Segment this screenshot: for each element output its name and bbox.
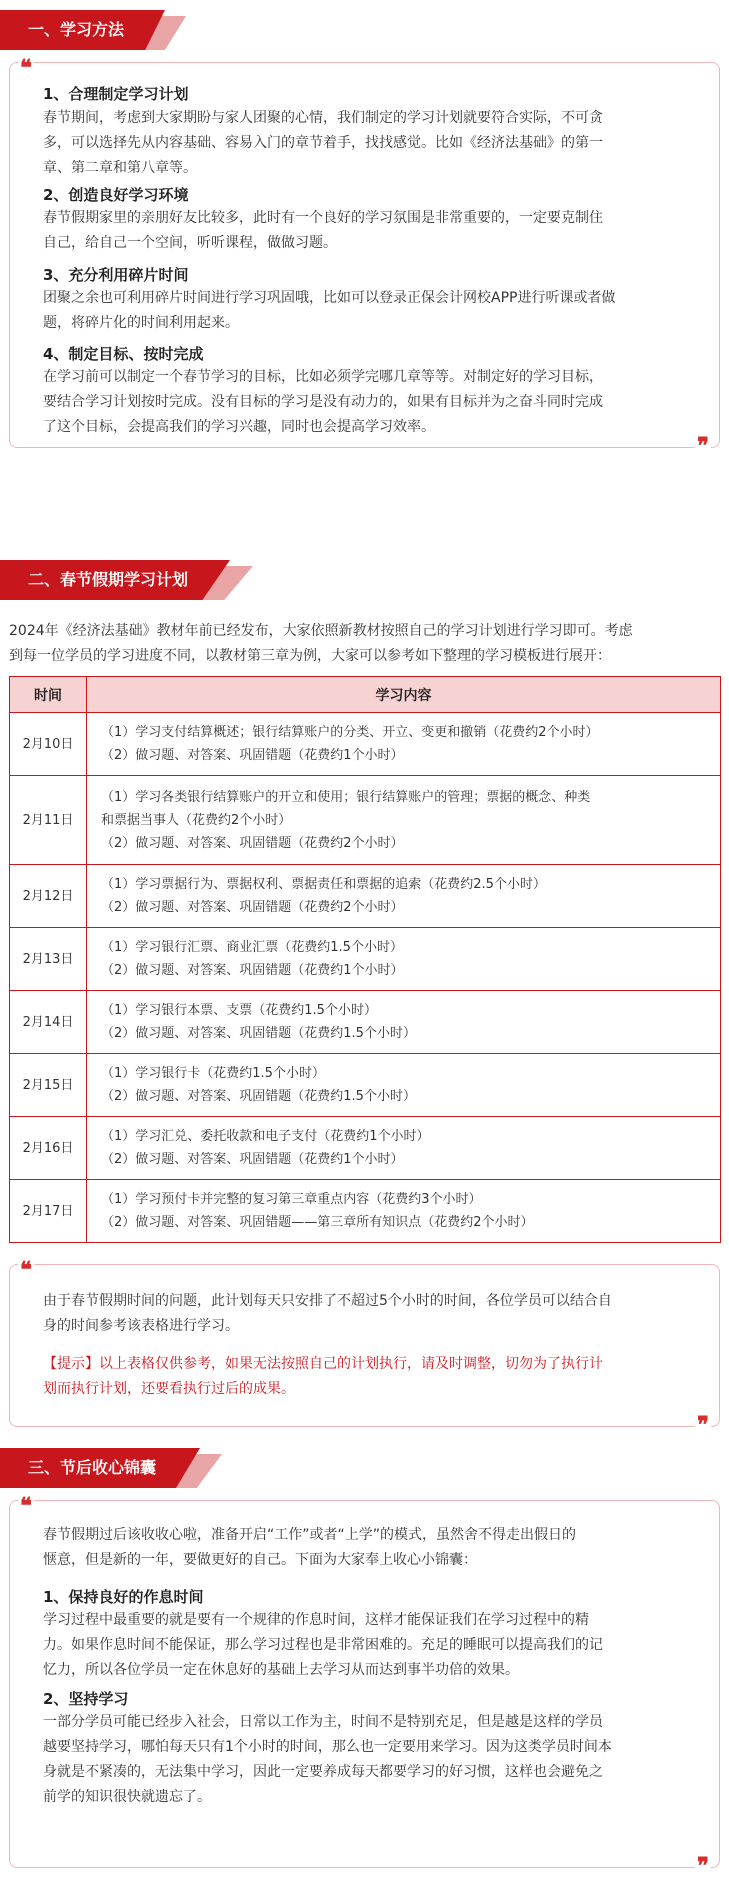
- table-cell-content: （1）学习银行汇票、商业汇票（花费约1.5个小时） （2）做习题、对答案、巩固错题（花费约1个小时）: [87, 928, 721, 991]
- section1-paragraph-2: 春节假期家里的亲朋好友比较多，此时有一个良好的学习氛围是非常重要的，一定要克制住 自己，给自己一个空间，听听课程，做做习题。: [43, 210, 603, 251]
- table-cell-content: （1）学习银行本票、支票（花费约1.5个小时） （2）做习题、对答案、巩固错题（花费约1.5个小时）: [87, 991, 721, 1054]
- section3-paragraph-1: 学习过程中最重要的就是要有一个规律的作息时间，这样才能保证我们在学习过程中的精 力。如果作息时间不能保证，那么学习过程也是非常困难的。充足的睡眠可以提高我们的记 忆力，所以各位学员一定在休息好的基础上去学习从而达到事半功倍的效果。: [43, 1612, 603, 1678]
- table-row: [10, 776, 721, 865]
- table-row: [10, 865, 721, 928]
- table-cell-date: 2月15日: [10, 1054, 87, 1117]
- section1-box: [9, 55, 720, 459]
- quote-open-icon: ❝: [20, 1493, 32, 1519]
- table-cell-content: （1）学习预付卡并完整的复习第三章重点内容（花费约3个小时） （2）做习题、对答案、巩固错题——第三章所有知识点（花费约2个小时）: [87, 1180, 721, 1243]
- quote-close-icon: ❞: [697, 1412, 709, 1438]
- table-row: [10, 1054, 721, 1117]
- table-cell-content: （1）学习银行卡（花费约1.5个小时） （2）做习题、对答案、巩固错题（花费约1.5个小时）: [87, 1054, 721, 1117]
- quote-open-icon: ❝: [20, 1257, 32, 1283]
- table-header-date: 时间: [10, 677, 87, 713]
- table-row: [10, 1180, 721, 1243]
- quote-open-icon: ❝: [20, 55, 32, 81]
- table-cell-date: 2月11日: [10, 776, 87, 865]
- tip-text: 【提示】以上表格仅供参考，如果无法按照自己的计划执行，请及时调整，切勿为了执行计 划而执行计划，还要看执行过后的成果。: [43, 1356, 603, 1397]
- table-cell-content: （1）学习支付结算概述；银行结算账户的分类、开立、变更和撤销（花费约2个小时） （2）做习题、对答案、巩固错题（花费约1个小时）: [87, 713, 721, 776]
- section1-title: 一、学习方法: [28, 20, 125, 39]
- table-header-content: 学习内容: [87, 677, 721, 713]
- section2-ribbon: [0, 560, 245, 600]
- table-cell-content: （1）学习票据行为、票据权利、票据责任和票据的追索（花费约2.5个小时） （2）做习题、对答案、巩固错题（花费约2个小时）: [87, 865, 721, 928]
- note-box: [9, 1257, 720, 1438]
- section1-ribbon: [0, 10, 175, 50]
- table-cell-date: 2月13日: [10, 928, 87, 991]
- section2-title: 二、春节假期学习计划: [28, 570, 189, 589]
- table-row: [10, 928, 721, 991]
- section2-intro: 2024年《经济法基础》教材年前已经发布，大家依照新教材按照自己的学习计划进行学习即可。考虑 到每一位学员的学习进度不同，以教材第三章为例，大家可以参考如下整理的学习模板进行展开：: [9, 623, 633, 664]
- table-row: [10, 1117, 721, 1180]
- table-cell-content: （1）学习各类银行结算账户的开立和使用；银行结算账户的管理；票据的概念、种类 和票据当事人（花费约2个小时） （2）做习题、对答案、巩固错题（花费约2个小时）: [87, 776, 721, 865]
- section1-heading-2: 2、创造良好学习环境: [43, 186, 189, 204]
- table-cell-date: 2月10日: [10, 713, 87, 776]
- table-header-row: [10, 677, 721, 713]
- section3-ribbon: [0, 1448, 215, 1488]
- study-plan-table: [9, 676, 721, 1243]
- section1-heading-3: 3、充分利用碎片时间: [43, 266, 189, 284]
- section1-paragraph-1: 春节期间，考虑到大家期盼与家人团聚的心情，我们制定的学习计划就要符合实际，不可贪 多，可以选择先从内容基础、容易入门的章节着手，找找感觉。比如《经济法基础》的第一 章、第二章和第八章等。: [43, 110, 603, 176]
- table-cell-date: 2月16日: [10, 1117, 87, 1180]
- plan-note: 由于春节假期时间的问题，此计划每天只安排了不超过5个小时的时间，各位学员可以结合自 身的时间参考该表格进行学习。: [43, 1293, 612, 1334]
- section3-paragraph-2: 一部分学员可能已经步入社会，日常以工作为主，时间不是特别充足，但是越是这样的学员 越要坚持学习，哪怕每天只有1个小时的时间，那么也一定要用来学习。因为这类学员时间本 身就是不紧凑的，无法集中学习，因此一定要养成每天都要学习的好习惯，这样也会避免之 前学的知识很快就遗忘了。: [43, 1714, 612, 1805]
- table-cell-date: 2月17日: [10, 1180, 87, 1243]
- section3-heading-2: 2、坚持学习: [43, 1690, 129, 1708]
- quote-close-icon: ❞: [697, 1853, 709, 1879]
- table-row: [10, 991, 721, 1054]
- table-cell-content: （1）学习汇兑、委托收款和电子支付（花费约1个小时） （2）做习题、对答案、巩固错题（花费约1个小时）: [87, 1117, 721, 1180]
- section1-heading-4: 4、制定目标、按时完成: [43, 345, 204, 363]
- section1-heading-1: 1、合理制定学习计划: [43, 85, 189, 103]
- table-cell-date: 2月12日: [10, 865, 87, 928]
- section1-paragraph-4: 在学习前可以制定一个春节学习的目标，比如必须学完哪几章等等。对制定好的学习目标， 要结合学习计划按时完成。没有目标的学习是没有动力的，如果有目标并为之奋斗同时完成 了这个目标，会提高我们的学习兴趣，同时也会提高学习效率。: [43, 369, 603, 435]
- section3-intro: 春节假期过后该收收心啦，准备开启“工作”或者“上学”的模式，虽然舍不得走出假日的 惬意，但是新的一年，要做更好的自己。下面为大家奉上收心小锦囊：: [43, 1527, 577, 1568]
- section3-box: [9, 1493, 720, 1879]
- section3-title: 三、节后收心锦囊: [28, 1458, 157, 1477]
- section1-paragraph-3: 团聚之余也可利用碎片时间进行学习巩固哦，比如可以登录正保会计网校APP进行听课或者做 题，将碎片化的时间利用起来。: [43, 290, 616, 331]
- quote-close-icon: ❞: [697, 433, 709, 459]
- table-cell-date: 2月14日: [10, 991, 87, 1054]
- section3-heading-1: 1、保持良好的作息时间: [43, 1588, 204, 1606]
- table-row: [10, 713, 721, 776]
